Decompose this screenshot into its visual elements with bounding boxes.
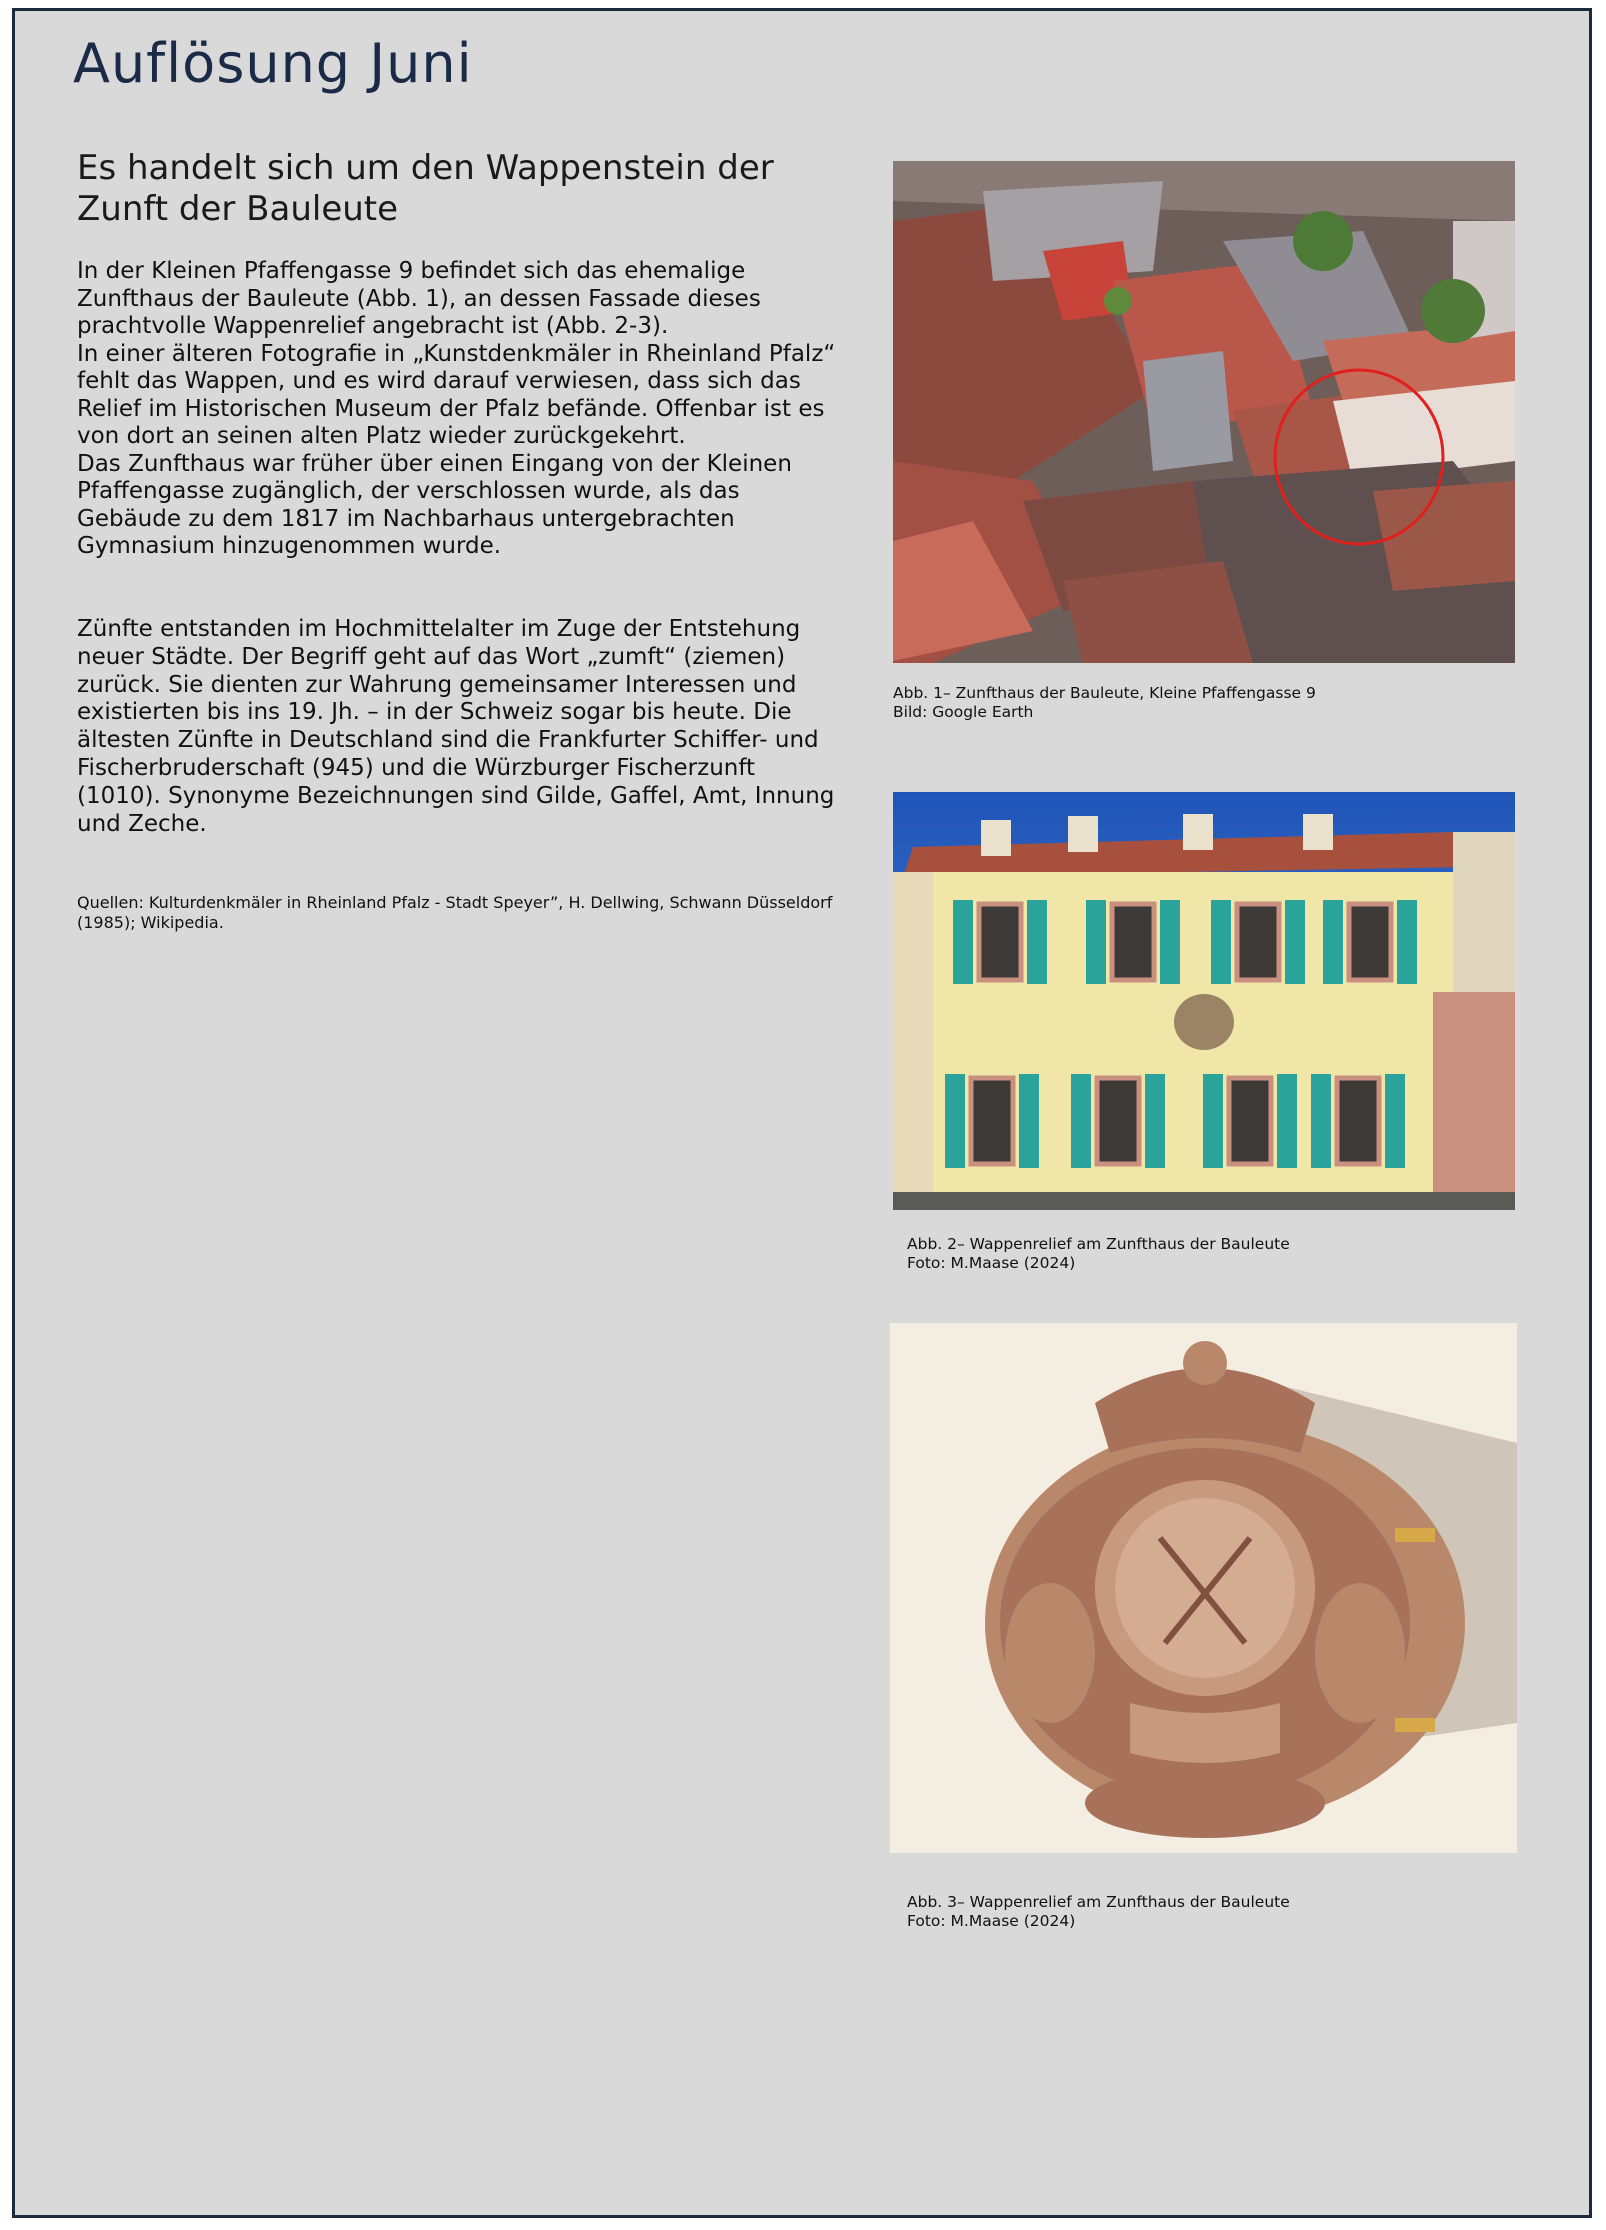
figure-caption-1	[893, 684, 1316, 722]
caption-credit: Foto: M.Maase (2024)	[907, 1912, 1076, 1930]
page-title: Auflösung Juni	[73, 32, 473, 95]
paragraph-zuenfte: Zünfte entstanden im Hochmittelalter im Zuge der Entstehung neuer Städte. Der Begriff geht auf das Wort „zumft“ (ziemen) zurück. Sie dienten zur Wahrung gemeinsamer Interessen und existierten bis ins 19. Jh. – in der Schweiz sogar bis heute. Die ältesten Zünfte in Deutschland sind die Frankfurter Schiffer- und Fischerbruderschaft (945) und die Würzburger Fischerzunft (1010). Synonyme Bezeichnungen sind Gilde, Gaffel, Amt, Innung und Zeche.	[77, 616, 835, 837]
sources: Quellen: Kulturdenkmäler in Rheinland Pfalz - Stadt Speyer”, H. Dellwing, Schwann Düsseldorf (1985); Wikipedia.	[77, 893, 833, 932]
figure-caption-3	[907, 1893, 1290, 1931]
body-text	[77, 258, 837, 561]
caption-credit: Bild: Google Earth	[893, 703, 1034, 721]
figure-caption-2	[907, 1235, 1290, 1273]
caption-title: Abb. 3– Wappenrelief am Zunfthaus der Bauleute	[907, 1893, 1290, 1911]
section-heading: Es handelt sich um den Wappenstein der Zunft der Bauleute	[77, 148, 774, 229]
paragraph-fotografie: In einer älteren Fotografie in „Kunstdenkmäler in Rheinland Pfalz“ fehlt das Wappen, und es wird darauf verwiesen, dass sich das Relief im Historischen Museum der Pfalz befände. Offenbar ist es von dort an seinen alten Platz wieder zurückgekehrt.	[77, 340, 836, 449]
paragraph-eingang: Das Zunfthaus war früher über einen Eingang von der Kleinen Pfaffengasse zugänglich, der verschlossen wurde, als das Gebäude zu dem 1817 im Nachbarhaus untergebrachten Gymnasium hinzugenommen wurde.	[77, 450, 792, 559]
relief-photo	[890, 1323, 1517, 1853]
caption-title: Abb. 2– Wappenrelief am Zunfthaus der Bauleute	[907, 1235, 1290, 1253]
caption-title: Abb. 1– Zunfthaus der Bauleute, Kleine Pfaffengasse 9	[893, 684, 1316, 702]
aerial-photo	[893, 161, 1515, 663]
caption-credit: Foto: M.Maase (2024)	[907, 1254, 1076, 1272]
facade-photo	[893, 792, 1515, 1210]
paragraph-zunfthaus: In der Kleinen Pfaffengasse 9 befindet sich das ehemalige Zunfthaus der Bauleute (Abb. 1), an dessen Fassade dieses prachtvolle Wappenrelief angebracht ist (Abb. 2-3).	[77, 258, 761, 339]
